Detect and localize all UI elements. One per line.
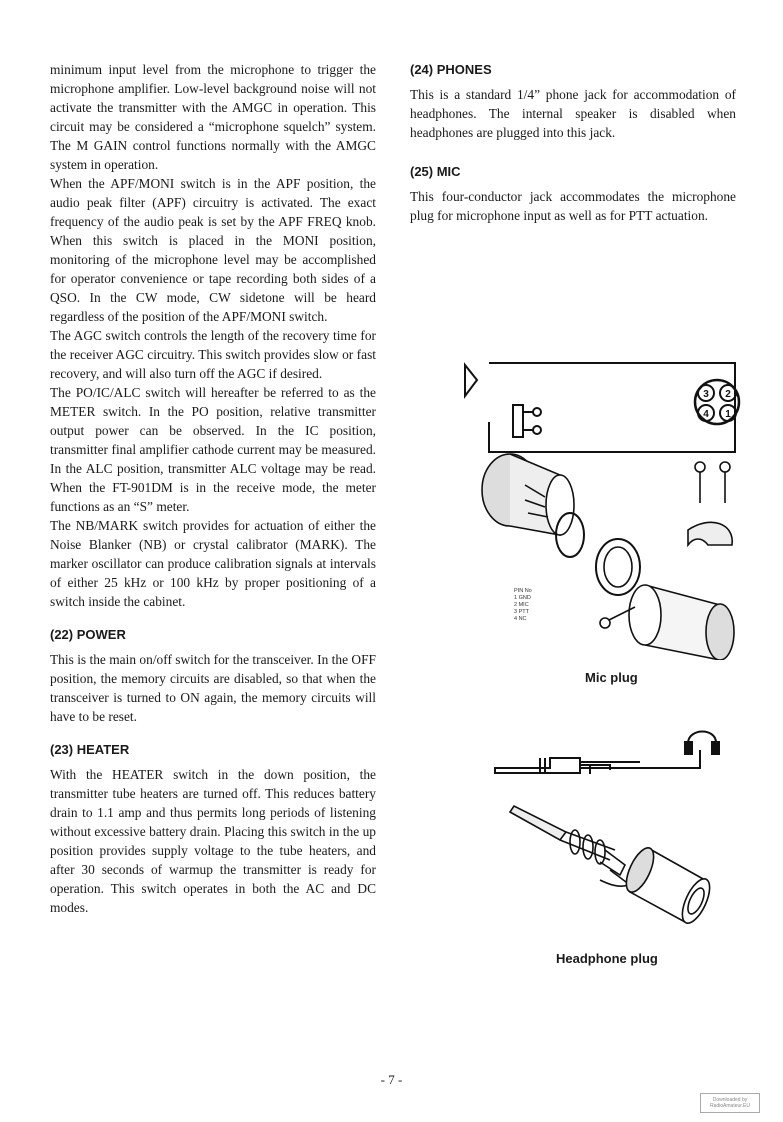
headphone-plug-schematic: [490, 730, 730, 780]
mic-plug-drawing: [470, 445, 750, 660]
paragraph-amgc: minimum input level from the microphone to trigger the microphone amplifier. Low-level background noise will not activate the transmitter with the AMGC in operation. This circuit may be considered a “microphone squelch” system. The M GAIN control functions normally with the AMGC system in operation.: [50, 62, 376, 172]
stamp-line: RadioAmateur.EU: [709, 1103, 751, 1109]
paragraph-agc: The AGC switch controls the length of the recovery time for the receiver AGC circuitry. This switch provides slow or fast recovery, and will also turn off the AGC if desired.: [50, 328, 376, 381]
pin-table-header: PIN No: [514, 588, 532, 594]
paragraph-power: This is the main on/off switch for the transceiver. In the OFF position, the memory circuits are disabled, so that when the transceiver is turned to ON again, the memory circuits will have to be reset.: [50, 652, 376, 724]
left-column: [50, 60, 376, 917]
heading-power: (22) POWER: [50, 627, 126, 642]
pin-label-4: 4: [703, 409, 709, 420]
pin-table-row: 3 PTT: [514, 609, 529, 615]
paragraph-mic: This four-conductor jack accommodates the microphone plug for microphone input as well as for PTT actuation.: [410, 189, 736, 223]
mic-plug-caption: Mic plug: [585, 670, 638, 685]
paragraph-apf-moni: When the APF/MONI switch is in the APF position, the audio peak filter (APF) circuitry is activated. The exact frequency of the audio peak is set by the APF FREQ knob. When this switch is placed in the MONI position, monitoring of the microphone level may be accomplished for operator convenience or tape recording both sides of a QSO. In the CW mode, CW sidetone will be heard regardless of the position of the APF/MONI switch.: [50, 176, 376, 324]
right-column: [410, 60, 736, 225]
paragraph-nb-mark: The NB/MARK switch provides for actuation of either the Noise Blanker (NB) or crystal calibrator (MARK). The marker oscillator can produce calibration signals at intervals of either 25 kHz or 100 kHz by proper positioning of a switch inside the cabinet.: [50, 518, 376, 609]
page-number: - 7 -: [380, 1072, 403, 1087]
heading-heater: (23) HEATER: [50, 742, 130, 757]
paragraph-phones: This is a standard 1/4” phone jack for accommodation of headphones. The internal speaker is disabled when headphones are plugged into this jack.: [410, 87, 736, 140]
pin-table-row: 2 MIC: [514, 602, 529, 608]
headphone-plug-drawing: [500, 800, 740, 935]
pin-table: [514, 588, 532, 623]
paragraph-heater: With the HEATER switch in the down position, the transmitter tube heaters are turned off. This reduces battery drain to 1.1 amp and thus permits long periods of listening without excessive battery drain. Placing this switch in the up position provides supply voltage to the tube heaters, and after 30 seconds of warmup the transmitter is ready for operation. This switch operates in both the AC and DC modes.: [50, 767, 376, 915]
pin-table-row: 4 NC: [514, 616, 527, 622]
heading-phones: (24) PHONES: [410, 62, 492, 77]
download-stamp: [700, 1093, 760, 1113]
heading-mic: (25) MIC: [410, 164, 461, 179]
headphone-plug-caption: Headphone plug: [556, 951, 658, 966]
pin-label-2: 2: [725, 389, 731, 400]
pin-circles: [695, 380, 739, 424]
paragraph-meter: The PO/IC/ALC switch will hereafter be referred to as the METER switch. In the PO position, relative transmitter output power can be observed. In the IC position, transmitter final amplifier cathode current may be measured. In the ALC position, transmitter ALC voltage may be read. When the FT-901DM is in the receive mode, the meter functions as an “S” meter.: [50, 385, 376, 514]
pin-table-row: 1 GND: [514, 595, 531, 601]
stamp-line: Downloaded by: [712, 1097, 748, 1103]
pin-label-1: 1: [725, 409, 731, 420]
pin-label-3: 3: [703, 389, 709, 400]
